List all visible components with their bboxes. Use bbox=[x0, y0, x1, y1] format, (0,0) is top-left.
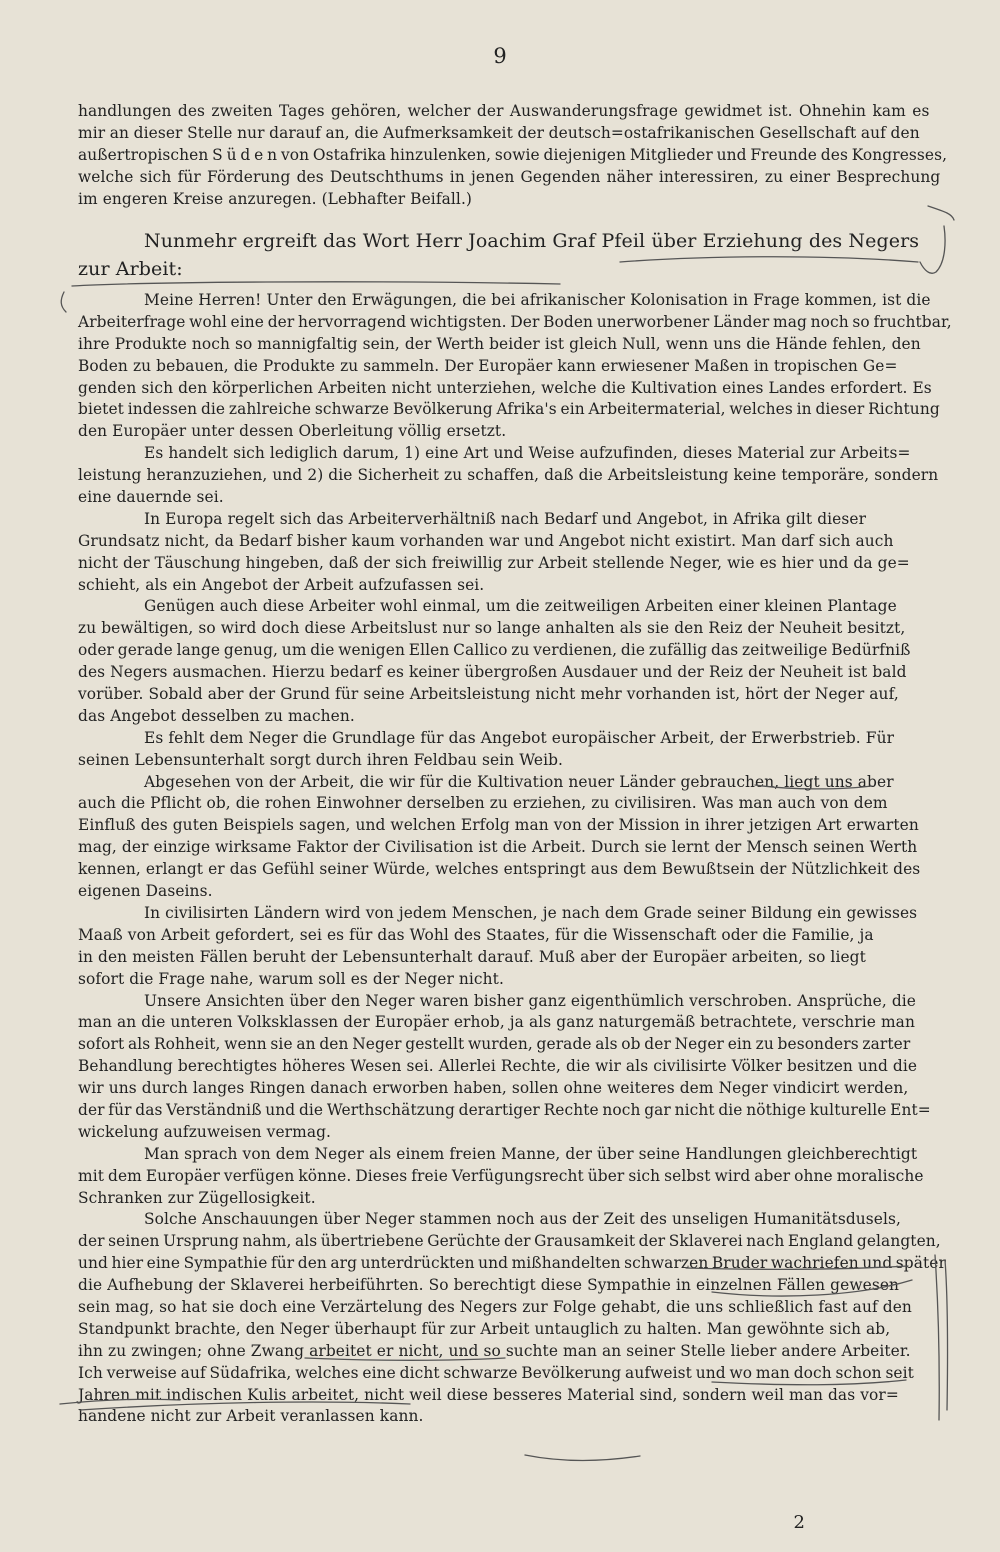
text-line: Abgesehen von der Arbeit, die wir für die Kultivation neuer Länder gebrauchen, liegt uns aber bbox=[144, 772, 894, 791]
text-line: mir an dieser Stelle nur darauf an, die Aufmerksamkeit der deutsch=ostafrikanischen Gesellschaft auf den bbox=[78, 123, 920, 142]
margin-check-mark bbox=[928, 206, 954, 220]
text-line: sein mag, so hat sie doch eine Verzärtelung des Negers zur Folge gehabt, die uns schließlich fast auf den bbox=[78, 1297, 912, 1316]
text-line: leistung heranzuziehen, und 2) die Sicherheit zu schaffen, daß die Arbeitsleistung keine temporäre, sondern bbox=[78, 466, 939, 485]
text-line: nicht der Täuschung hingeben, daß der sich freiwillig zur Arbeit stellende Neger, wie es hier und da ge= bbox=[78, 553, 910, 572]
text-line: Man sprach von dem Neger als einem freien Manne, der über seine Handlungen gleichberechtigt bbox=[144, 1144, 918, 1163]
text-line: im engeren Kreise anzuregen. (Lebhafter Beifall.) bbox=[78, 189, 473, 208]
text-line: und hier eine Sympathie für den arg unterdrückten und mißhandelten schwarzen Bruder wachriefen und später bbox=[78, 1254, 946, 1273]
margin-line bbox=[935, 1255, 939, 1420]
text-line: der seinen Ursprung nahm, als übertriebene Gerüchte der Grausamkeit der Sklaverei nach England gelangten, bbox=[78, 1232, 941, 1251]
text-line: wickelung aufzuweisen vermag. bbox=[78, 1122, 332, 1141]
margin-bracket bbox=[61, 292, 66, 312]
text-line: Unsere Ansichten über den Neger waren bisher ganz eigenthümlich verschroben. Ansprüche, die bbox=[144, 991, 916, 1010]
text-line: Maaß von Arbeit gefordert, sei es für das Wohl des Staates, für die Wissenschaft oder die Familie, ja bbox=[78, 925, 874, 944]
text-line: Es handelt sich lediglich darum, 1) eine Art und Weise aufzufinden, dieses Material zur Arbeits= bbox=[144, 444, 911, 463]
text-line: In civilisirten Ländern wird von jedem Menschen, je nach dem Grade seiner Bildung ein gewisses bbox=[144, 903, 918, 922]
word-underline bbox=[525, 1455, 640, 1460]
text-line: zu bewältigen, so wird doch diese Arbeitslust nur so lange anhalten als sie den Reiz der Neuheit besitzt, bbox=[78, 619, 906, 638]
text-line: handene nicht zur Arbeit veranlassen kann. bbox=[78, 1407, 424, 1426]
text-line: außertropischen S ü d e n von Ostafrika hinzulenken, sowie diejenigen Mitglieder und Freunde des Kongresses, bbox=[78, 145, 948, 164]
speech-body bbox=[78, 290, 952, 1428]
sheet-number: 2 bbox=[793, 1512, 805, 1533]
text-line: die Aufhebung der Sklaverei herbeiführten. So berechtigt diese Sympathie in einzelnen Fällen gewesen bbox=[78, 1276, 900, 1295]
margin-check-mark bbox=[920, 226, 945, 273]
text-line: Ich verweise auf Südafrika, welches eine dicht schwarze Bevölkerung aufweist und wo man doch schon seit bbox=[78, 1363, 914, 1382]
text-line: Boden zu bebauen, die Produkte zu sammeln. Der Europäer kann erwiesener Maßen in tropischen Ge= bbox=[78, 356, 898, 375]
text-line: seinen Lebensunterhalt sorgt durch ihren Feldbau sein Weib. bbox=[78, 750, 564, 769]
text-line: man an die unteren Volksklassen der Europäer erhob, ja als ganz naturgemäß betrachtete, verschrie man bbox=[78, 1013, 915, 1032]
text-line: handlungen des zweiten Tages gehören, welcher der Auswanderungsfrage gewidmet ist. Ohnehin kam es bbox=[78, 102, 930, 120]
text-line: welche sich für Förderung des Deutschthums in jenen Gegenden näher interessiren, zu einer Besprechung bbox=[78, 167, 941, 186]
heading-line: Nunmehr ergreift das Wort Herr Joachim Graf Pfeil über Erziehung des Negers bbox=[144, 230, 920, 252]
text-line: ihn zu zwingen; ohne Zwang arbeitet er nicht, und so suchte man an seiner Stelle lieber andere Arbeiter. bbox=[78, 1341, 911, 1360]
text-line: Meine Herren! Unter den Erwägungen, die bei afrikanischer Kolonisation in Frage kommen, ist die bbox=[144, 291, 931, 309]
text-line: In Europa regelt sich das Arbeiterverhältniß nach Bedarf und Angebot, in Afrika gilt dieser bbox=[144, 509, 867, 528]
text-line: Arbeiterfrage wohl eine der hervorragend wichtigsten. Der Boden unerworbener Länder mag noch so fruchtbar, bbox=[78, 312, 952, 331]
text-line: ihre Produkte noch so mannigfaltig sein, der Werth beider ist gleich Null, wenn uns die Hände fehlen, den bbox=[78, 334, 921, 353]
heading-line: zur Arbeit: bbox=[78, 258, 183, 280]
intro-paragraph bbox=[78, 101, 948, 210]
text-line: auch die Pflicht ob, die rohen Einwohner derselben zu erziehen, zu civilisiren. Was man auch von dem bbox=[78, 794, 888, 813]
text-line: oder gerade lange genug, um die wenigen Ellen Callico zu verdienen, die zufällig das zeitweilige Bedürfniß bbox=[78, 641, 911, 660]
text-line: mag, der einzige wirksame Faktor der Civilisation ist die Arbeit. Durch sie lernt der Mensch seinen Werth bbox=[78, 838, 918, 857]
text-line: Behandlung berechtigtes höheres Wesen sei. Allerlei Rechte, die wir als civilisirte Völker besitzen und die bbox=[78, 1057, 918, 1076]
text-line: eine dauernde sei. bbox=[78, 488, 224, 507]
text-line: sofort die Frage nahe, warum soll es der Neger nicht. bbox=[78, 969, 504, 988]
margin-line bbox=[945, 1260, 948, 1410]
text-line: vorüber. Sobald aber der Grund für seine Arbeitsleistung nicht mehr vorhanden ist, hört der Neger auf, bbox=[78, 685, 899, 704]
text-line: Standpunkt brachte, den Neger überhaupt für zur Arbeit untauglich zu halten. Man gewöhnte sich ab, bbox=[78, 1319, 891, 1338]
text-line: Grundsatz nicht, da Bedarf bisher kaum vorhanden war und Angebot nicht existirt. Man darf sich auch bbox=[78, 531, 894, 550]
page-number: 9 bbox=[493, 44, 507, 68]
text-line: eigenen Daseins. bbox=[78, 882, 213, 901]
text-line: schieht, als ein Angebot der Arbeit aufzufassen sei. bbox=[78, 575, 485, 594]
text-line: des Negers ausmachen. Hierzu bedarf es keiner übergroßen Ausdauer und der Reiz der Neuheit ist bald bbox=[78, 663, 907, 682]
text-line: bietet indessen die zahlreiche schwarze Bevölkerung Afrika's ein Arbeitermaterial, welches in dieser Richtung bbox=[78, 400, 940, 419]
speaker-heading bbox=[78, 227, 920, 283]
text-line: Einfluß des guten Beispiels sagen, und welchen Erfolg man von der Mission in ihrer jetzigen Art erwarten bbox=[78, 816, 919, 835]
text-line: in den meisten Fällen beruht der Lebensunterhalt darauf. Muß aber der Europäer arbeiten, so liegt bbox=[78, 947, 866, 966]
text-line: mit dem Europäer verfügen könne. Dieses freie Verfügungsrecht über sich selbst wird aber ohne moralische bbox=[78, 1166, 924, 1185]
text-line: Genügen auch diese Arbeiter wohl einmal, um die zeitweiligen Arbeiten einer kleinen Plantage bbox=[144, 597, 897, 616]
text-line: kennen, erlangt er das Gefühl seiner Würde, welches entspringt aus dem Bewußtsein der Nützlichkeit des bbox=[78, 860, 921, 879]
text-line: der für das Verständniß und die Werthschätzung derartiger Rechte noch gar nicht die nöthige kulturelle Ent= bbox=[78, 1100, 931, 1119]
text-line: genden sich den körperlichen Arbeiten nicht unterziehen, welche die Kultivation eines Landes erfordert. Es bbox=[78, 378, 932, 397]
text-line: den Europäer unter dessen Oberleitung völlig ersetzt. bbox=[78, 422, 507, 441]
text-line: Schranken zur Zügellosigkeit. bbox=[78, 1188, 316, 1207]
text-line: wir uns durch langes Ringen danach erworben haben, sollen ohne weiteres dem Neger vindicirt werden, bbox=[78, 1079, 909, 1098]
text-line: Es fehlt dem Neger die Grundlage für das Angebot europäischer Arbeit, der Erwerbstrieb. Für bbox=[144, 728, 895, 747]
text-line: sofort als Rohheit, wenn sie an den Neger gestellt wurden, gerade als ob der Neger ein zu besonders zarter bbox=[78, 1035, 911, 1054]
text-line: das Angebot desselben zu machen. bbox=[78, 706, 355, 725]
text-line: Solche Anschauungen über Neger stammen noch aus der Zeit des unseligen Humanitätsdusels, bbox=[144, 1210, 902, 1229]
text-line: Jahren mit indischen Kulis arbeitet, nicht weil diese besseres Material sind, sondern weil man das vor= bbox=[78, 1385, 899, 1404]
